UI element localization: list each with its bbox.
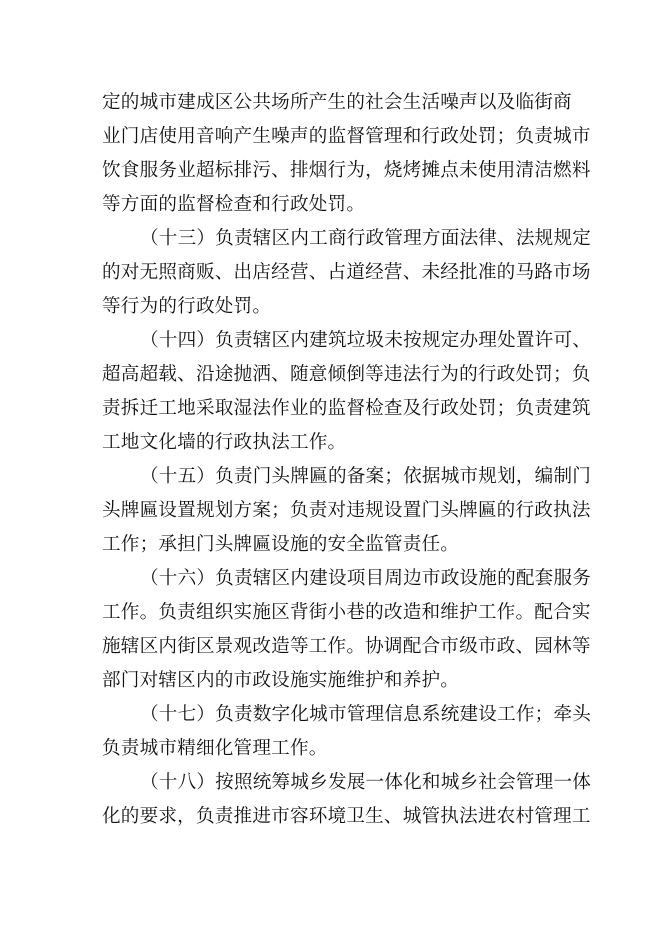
text-line: 施辖区内街区景观改造等工作。协调配合市级市政、园林等 xyxy=(102,636,591,657)
text-line: 等行为的行政处罚。 xyxy=(102,296,272,317)
text-line: 工作；承担门头牌匾设施的安全监管责任。 xyxy=(102,534,460,555)
text-line: 等方面的监督检查和行政处罚。 xyxy=(102,194,366,215)
text-line: 责拆迁工地采取湿法作业的监督检查及行政处罚；负责建筑 xyxy=(102,398,591,419)
paragraph-first-line: （十三）负责辖区内工商行政管理方面法律、法规规定 xyxy=(140,228,592,249)
paragraph-first-line: （十八）按照统筹城乡发展一体化和城乡社会管理一体 xyxy=(140,772,592,793)
paragraph-first-line: （十五）负责门头牌匾的备案；依据城市规划，编制门 xyxy=(140,466,592,487)
text-line: 的对无照商贩、出店经营、占道经营、未经批准的马路市场 xyxy=(102,262,591,283)
text-line: 定的城市建成区公共场所产生的社会生活噪声以及临街商 xyxy=(102,92,572,113)
text-line: 负责城市精细化管理工作。 xyxy=(102,738,328,759)
text-line: 业门店使用音响产生噪声的监督管理和行政处罚；负责城市 xyxy=(102,126,591,147)
paragraph-first-line: （十六）负责辖区内建设项目周边市政设施的配套服务 xyxy=(140,568,592,589)
text-line: 化的要求，负责推进市容环境卫生、城管执法进农村管理工 xyxy=(102,806,591,827)
text-line: 超高超载、沿途抛洒、随意倾倒等违法行为的行政处罚；负 xyxy=(102,364,591,385)
text-line: 饮食服务业超标排污、排烟行为，烧烤摊点未使用清洁燃料 xyxy=(102,160,591,181)
text-line: 工作。负责组织实施区背街小巷的改造和维护工作。配合实 xyxy=(102,602,591,623)
text-line: 工地文化墙的行政执法工作。 xyxy=(102,432,347,453)
paragraph-first-line: （十七）负责数字化城市管理信息系统建设工作；牵头 xyxy=(140,704,592,725)
paragraph-first-line: （十四）负责辖区内建筑垃圾未按规定办理处置许可、 xyxy=(140,330,592,351)
text-line: 头牌匾设置规划方案；负责对违规设置门头牌匾的行政执法 xyxy=(102,500,591,521)
text-line: 部门对辖区内的市政设施实施维护和养护。 xyxy=(102,670,460,691)
